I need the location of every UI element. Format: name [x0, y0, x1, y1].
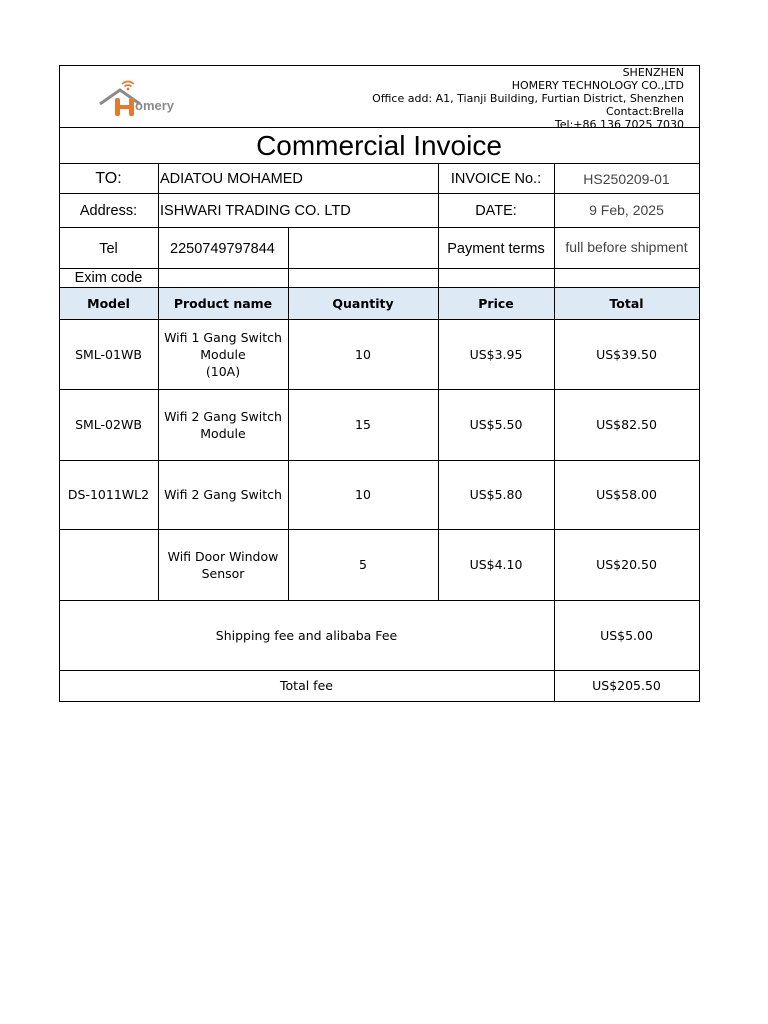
shipping-value: US$5.00: [600, 627, 653, 643]
grid-line: [59, 65, 60, 702]
row-total: US$82.50: [596, 417, 657, 432]
payment-value: full before shipment: [565, 239, 688, 255]
grid-line: [288, 228, 289, 600]
row-quantity: 10: [355, 346, 371, 362]
product-name-line: (10A): [205, 363, 241, 379]
to-value: ADIATOU MOHAMED: [160, 170, 303, 187]
invoice-value: HS250209-01: [583, 170, 670, 187]
shipping-label: Shipping fee and alibaba Fee: [215, 627, 398, 643]
row-model: SML-01WB: [75, 346, 142, 362]
grid-line: [554, 163, 555, 701]
product-name-line: Sensor: [201, 565, 245, 581]
row-product-name: [158, 389, 288, 460]
grid-line: [59, 65, 700, 66]
row-product-name: [158, 460, 288, 529]
total-label: Total fee: [280, 678, 333, 693]
grid-line: [438, 163, 439, 600]
header-quantity: Quantity: [332, 296, 394, 311]
row-model: [59, 529, 158, 600]
grid-line: [59, 268, 700, 269]
company-info: [372, 66, 684, 131]
product-name-line: Wifi 2 Gang Switch: [164, 487, 282, 502]
grid-line: [59, 670, 700, 671]
row-quantity: 10: [355, 487, 371, 502]
grid-line: [59, 460, 700, 461]
row-quantity: 5: [359, 557, 367, 572]
header-product-name: Product name: [173, 296, 273, 311]
invoice-label: INVOICE No.:: [450, 170, 542, 187]
grid-line: [59, 287, 700, 288]
company-line-2: HOMERY TECHNOLOGY CO.,LTD: [511, 79, 684, 92]
grid-line: [699, 65, 700, 702]
grid-line: [59, 127, 700, 128]
grid-line: [59, 319, 700, 320]
product-name-line: Module: [200, 425, 246, 441]
row-price: US$4.10: [469, 557, 523, 572]
tel-label: Tel: [99, 240, 118, 257]
company-logo: omery: [98, 76, 198, 122]
row-total: US$58.00: [596, 487, 657, 502]
grid-line: [59, 193, 700, 194]
row-model: SML-02WB: [75, 417, 142, 432]
grid-line: [59, 163, 700, 164]
row-price: US$5.80: [469, 487, 523, 502]
row-product-name: [158, 529, 288, 600]
exim-label: Exim code: [74, 270, 143, 286]
header-total: Total: [609, 296, 644, 311]
header-model: Model: [87, 296, 130, 311]
grid-line: [158, 163, 159, 600]
row-price: US$5.50: [469, 417, 523, 432]
payment-label: Payment terms: [447, 240, 545, 257]
company-line-3: Office add: A1, Tianji Building, Furtian District, Shenzhen: [372, 92, 684, 105]
header-price: Price: [478, 296, 514, 311]
company-line-1: SHENZHEN: [622, 66, 684, 79]
total-value: US$205.50: [592, 678, 661, 693]
grid-line: [59, 600, 700, 601]
product-name-line: Module: [200, 346, 246, 362]
company-line-5: Tel:+86 136 7025 7030: [554, 118, 684, 131]
date-value: 9 Feb, 2025: [589, 202, 664, 218]
row-model: DS-1011WL2: [67, 487, 150, 502]
company-line-4: Contact:Brella: [606, 105, 684, 118]
product-name-line: Wifi Door Window: [167, 548, 279, 564]
product-name-line: Wifi 1 Gang Switch: [164, 329, 282, 345]
row-product-name: [158, 319, 288, 389]
row-quantity: 15: [355, 417, 371, 432]
grid-line: [59, 227, 700, 228]
grid-line: [59, 529, 700, 530]
tel-value: 2250749797844: [170, 240, 275, 257]
row-total: US$39.50: [596, 346, 657, 362]
grid-line: [59, 389, 700, 390]
product-name-line: Wifi 2 Gang Switch: [164, 408, 282, 424]
row-price: US$3.95: [469, 346, 523, 362]
row-total: US$20.50: [596, 557, 657, 572]
grid-line: [59, 701, 700, 702]
page-title: Commercial Invoice: [256, 130, 502, 161]
to-label: TO:: [95, 169, 122, 187]
address-label: Address:: [79, 203, 138, 219]
date-label: DATE:: [475, 203, 517, 219]
address-value: ISHWARI TRADING CO. LTD: [160, 203, 351, 219]
